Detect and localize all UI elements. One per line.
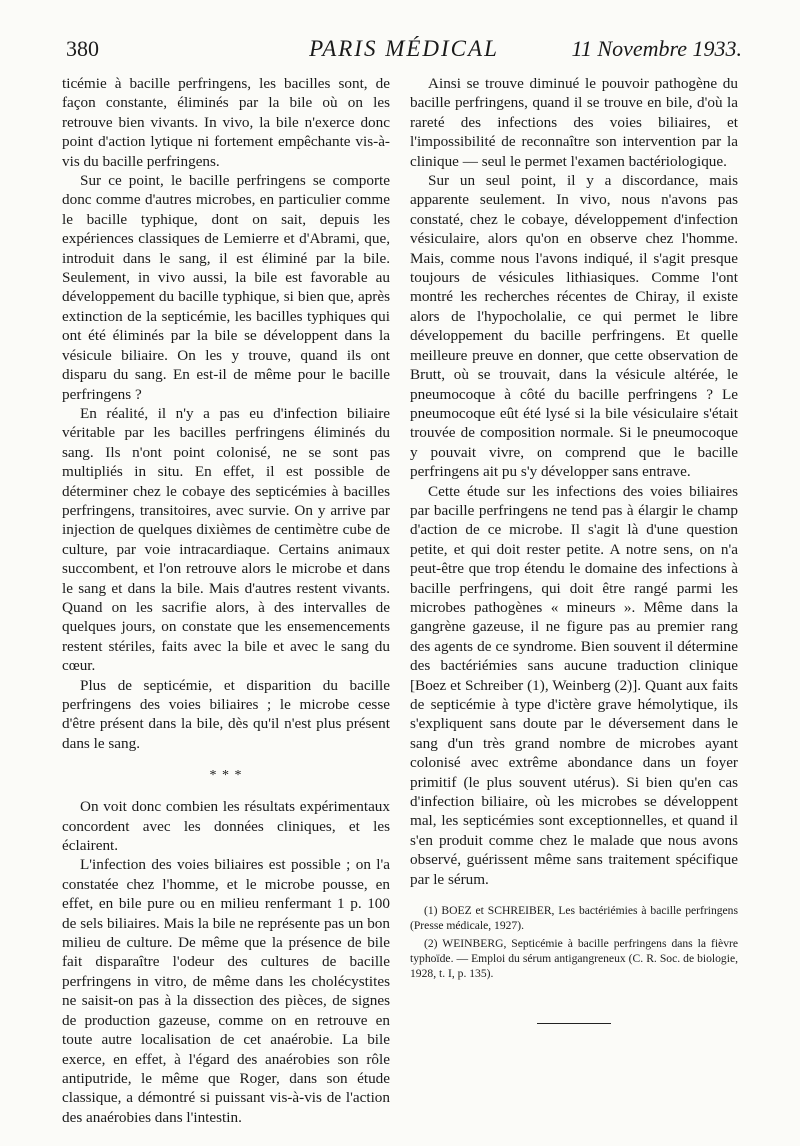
page-header	[66, 36, 742, 66]
footnote-1: (1) BOEZ et SCHREIBER, Les bactériémies à bacille perfringens (Presse médicale, 1927).	[410, 904, 738, 933]
journal-title: PARIS MÉDICAL	[309, 36, 499, 61]
paragraph: Sur ce point, le bacille perfringens se comporte donc comme d'autres microbes, en particulier comme le bacille typhique, dont on sait, depuis les expériences classiques de Lemierre et d'Abrami, que, introduit dans le sang, il est éliminé par la bile. Seulement, in vivo aussi, la bile est favorable au développement du bacille typhique, si bien que, après extinction de la septicémie, les bacilles typhiques qui ont été éliminés par la bile se développent dans la vésicule biliaire. On les y trouve, quand ils ont disparu du sang. En est-il de même pour le bacille perfringens ?	[62, 172, 390, 403]
paragraph: On voit donc combien les résultats expérimentaux concordent avec les données cliniques, et les éclairent.	[62, 798, 390, 855]
paragraph: L'infection des voies biliaires est possible ; on l'a constatée chez l'homme, et le microbe pousse, en effet, en bile pure ou en milieu renfermant 1 p. 100 de sels biliaires. Mais la bile ne représente pas un bon milieu de culture. De même que la présence de bile fait disparaître l'odeur des cultures de bacille perfringens in vitro, de même dans les cholécystites ne saisit-on pas à la dissection des pièces, de signes de production gazeuse, comme on en retrouve en toute autre localisation de cet anaérobie. La bile exerce, en effet, à l'égard des anaérobies son rôle antiputride, le même que Roger, dans son étude classique, a démontré si puissant vis-à-vis de l'action des anaérobies dans l'intestin.	[62, 856, 390, 1126]
footnotes	[410, 903, 738, 981]
paragraph: Cette étude sur les infections des voies biliaires par bacille perfringens ne tend pas à élargir le champ d'action de ce microbe. Il s'agit là d'une question petite, et qui doit rester petite. A notre sens, on n'a peut-être que trop étendu le domaine des infections à bacille perfringens, qui doit être rangé parmi les microbes pathogènes « mineurs ». Même dans la gangrène gazeuse, il ne figure pas au premier rang des agents de ce syndrome. Bien souvent il détermine des bactériémies sans aucune traduction clinique [Boez et Schreiber (1), Weinberg (2)]. Quant aux faits de septicémie à type d'ictère grave hémolytique, ils s'expliquent sans doute par le déversement dans le sang d'un très grand nombre de microbes ayant colonisé avec extrême abondance dans un foyer primitif (le plus souvent utérus). Si bien qu'en cas d'infection biliaire, où les microbes se développent mal, les septicémies sont exceptionnelles, et quand il s'en produit comme chez le malade que nous avons observé, guérissent même sans traitement spécifique par le sérum.	[410, 482, 738, 888]
end-rule	[537, 1023, 611, 1024]
paragraph: Sur un seul point, il y a discordance, mais apparente seulement. In vivo, nous n'avons pas constaté, chez le cobaye, développement d'infection vésiculaire, alors qu'on en observe chez l'homme. Mais, comme nous l'avons indiqué, il s'agit presque toujours de vésicules lithiasiques. Comme l'ont montré les recherches récentes de Chiray, il existe alors de l'hypocholalie, ce qui permet le libre développement du bacille perfringens. Et quelle meilleure preuve en donner, que cette observation de Brutt, où se trouvait, dans la vésicule altérée, le pneumocoque à côté du bacille perfringens ? Le pneumocoque eût été lysé si la bile vésiculaire s'était trouvée de composition normale. Si le pneumocoque y pouvait vivre, on comprend que le bacille perfringens ait pu s'y développer sans entrave.	[410, 172, 738, 481]
section-separator: * * *	[209, 768, 243, 784]
footnote-2: (2) WEINBERG, Septicémie à bacille perfringens dans la fièvre typhoïde. — Emploi du sérum antigangreneux (C. R. Soc. de biologie, 1928, t. I, p. 135).	[410, 937, 738, 981]
paragraph: Plus de septicémie, et disparition du bacille perfringens des voies biliaires ; le microbe cesse d'être présent dans la bile, dès qu'il n'est plus présent dans le sang.	[62, 676, 390, 752]
right-column	[410, 74, 738, 1024]
issue-date: 11 Novembre 1933.	[571, 36, 742, 61]
left-column	[62, 74, 390, 1127]
paragraph: ticémie à bacille perfringens, les bacilles sont, de façon constante, éliminés par la bile où on les retrouve bien vivants. In vivo, la bile n'exerce donc point d'action lytique ni fortement empêchante vis-à-vis du bacille perfringens.	[62, 75, 390, 170]
paragraph: Ainsi se trouve diminué le pouvoir pathogène du bacille perfringens, quand il se trouve en bile, d'où la rareté des infections des voies biliaires, et l'impossibilité de reconnaître son intervention par la clinique — seul le permet l'examen bactériologique.	[410, 75, 738, 170]
page-number: 380	[66, 36, 99, 61]
paragraph: En réalité, il n'y a pas eu d'infection biliaire véritable par les bacilles perfringens éliminés du sang. Ils n'ont point colonisé, ne se sont pas multipliés in situ. En effet, il est possible de déterminer chez le cobaye des septicémies à bacilles perfringens, transitoires, avec survie. On y arrive par injection de quelques dixièmes de centimètre cube de culture, par voie intracardiaque. Certains animaux succombent, et l'on retrouve alors le microbe et dans le sang et dans la bile. Mais d'autres restent vivants. Quand on les sacrifie alors, à des intervalles de quelques jours, on constate que les ensemencements restent stériles, faits avec la bile et avec le sang du cœur.	[62, 404, 390, 675]
